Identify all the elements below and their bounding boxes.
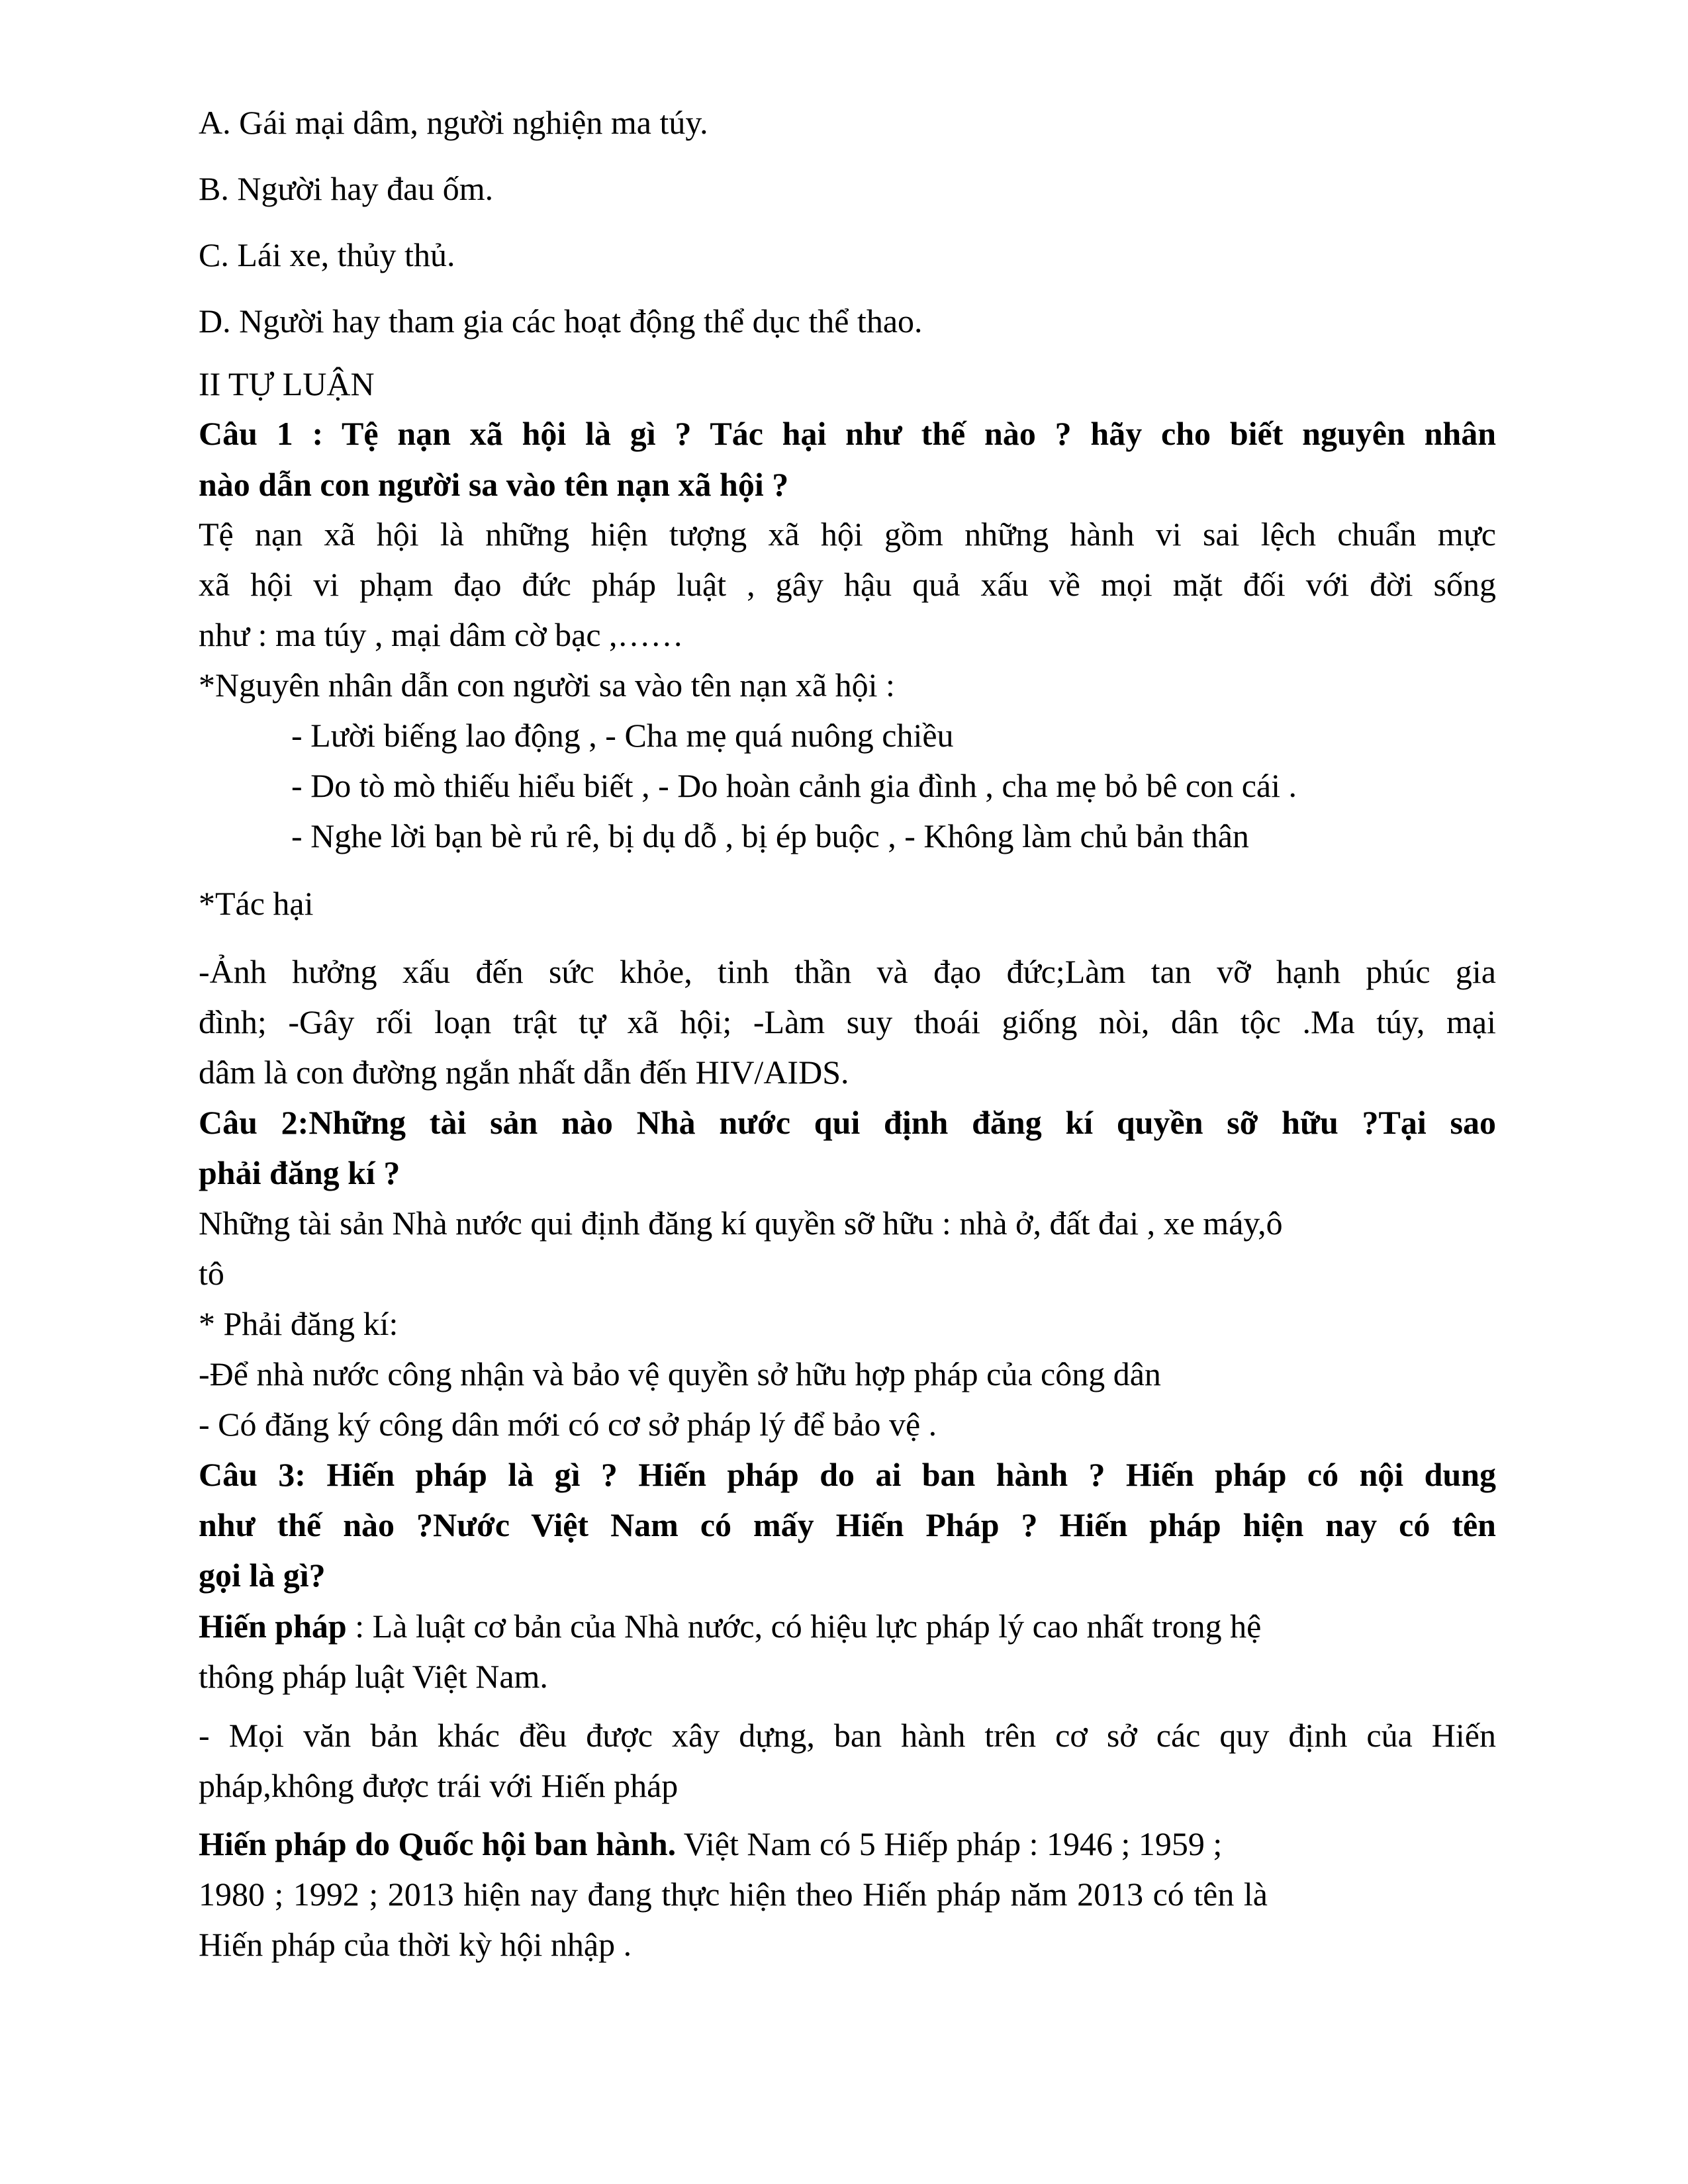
q3-question-line-2: như thế nào ?Nước Việt Nam có mấy Hiến Pháp ? Hiến pháp hiện nay có tên [199, 1506, 1496, 1543]
q3-last-line: Hiến pháp của thời kỳ hội nhập . [199, 1926, 632, 1963]
q2-question-line-1: Câu 2:Những tài sản nào Nhà nước qui định đăng kí quyền sỡ hữu ?Tại sao [199, 1104, 1496, 1141]
option-d: D. Người hay tham gia các hoạt động thể dục thể thao. [199, 302, 923, 340]
q3-note-line-1: - Mọi văn bản khác đều được xây dựng, ban hành trên cơ sở các quy định của Hiến [199, 1717, 1496, 1754]
q1-cause-2: - Do tò mò thiếu hiểu biết , - Do hoàn cảnh gia đình , cha mẹ bỏ bê con cái . [291, 767, 1297, 804]
q3-question-line-1: Câu 3: Hiến pháp là gì ? Hiến pháp do ai ban hành ? Hiến pháp có nội dung [199, 1456, 1496, 1493]
q2-reason-heading: * Phải đăng kí: [199, 1305, 399, 1342]
q1-harms-heading: *Tác hại [199, 885, 314, 922]
q3-definition-line-1 [199, 1606, 1496, 1646]
q3-question-line-3: gọi là gì? [199, 1557, 326, 1594]
q3-definition-text: : Là luật cơ bản của Nhà nước, có hiệu lực pháp lý cao nhất trong hệ [346, 1608, 1262, 1645]
q1-cause-3: - Nghe lời bạn bè rủ rê, bị dụ dỗ , bị ép buộc , - Không làm chủ bản thân [291, 817, 1249, 854]
q3-issuer-line [199, 1824, 1496, 1864]
q1-causes-heading: *Nguyên nhân dẫn con người sa vào tên nạn xã hội : [199, 666, 895, 704]
q2-answer-line-2: tô [199, 1255, 224, 1292]
q1-harms-line-3: dâm là con đường ngắn nhất dẫn đến HIV/AIDS. [199, 1054, 849, 1091]
q3-years-line: 1980 ; 1992 ; 2013 hiện nay đang thực hiện theo Hiến pháp năm 2013 có tên là [199, 1876, 1268, 1913]
option-a: A. Gái mại dâm, người nghiện ma túy. [199, 104, 708, 141]
section-title: II TỰ LUẬN [199, 365, 375, 402]
q1-definition-line-2: xã hội vi phạm đạo đức pháp luật , gây hậu quả xấu về mọi mặt đối với đời sống [199, 566, 1496, 603]
q1-cause-1: - Lười biếng lao động , - Cha mẹ quá nuông chiều [291, 717, 954, 754]
q3-definition-term: Hiến pháp [199, 1608, 347, 1645]
option-c: C. Lái xe, thủy thủ. [199, 236, 455, 273]
q1-harms-line-1: -Ảnh hưởng xấu đến sức khỏe, tinh thần và đạo đức;Làm tan vỡ hạnh phúc gia [199, 953, 1496, 990]
q1-question-line-2: nào dẫn con người sa vào tên nạn xã hội ? [199, 466, 789, 503]
q2-answer-line-1: Những tài sản Nhà nước qui định đăng kí quyền sỡ hữu : nhà ở, đất đai , xe máy,ô [199, 1205, 1283, 1242]
q2-reason-2: - Có đăng ký công dân mới có cơ sở pháp lý để bảo vệ . [199, 1406, 937, 1443]
q2-question-line-2: phải đăng kí ? [199, 1154, 400, 1191]
q2-reason-1: -Để nhà nước công nhận và bảo vệ quyền sở hữu hợp pháp của công dân [199, 1355, 1161, 1392]
q1-definition-line-3: như : ma túy , mại dâm cờ bạc ,…… [199, 616, 684, 653]
q1-question-line-1: Câu 1 : Tệ nạn xã hội là gì ? Tác hại như thế nào ? hãy cho biết nguyên nhân [199, 415, 1496, 452]
q3-note-line-2: pháp,không được trái với Hiến pháp [199, 1767, 679, 1804]
q3-issuer-bold: Hiến pháp do Quốc hội ban hành. [199, 1825, 677, 1862]
q3-definition-line-2: thông pháp luật Việt Nam. [199, 1658, 548, 1695]
option-b: B. Người hay đau ốm. [199, 170, 494, 207]
q3-issuer-text: Việt Nam có 5 Hiếp pháp : 1946 ; 1959 ; [676, 1825, 1223, 1862]
q1-harms-line-2: đình; -Gây rối loạn trật tự xã hội; -Làm suy thoái giống nòi, dân tộc .Ma túy, mại [199, 1003, 1496, 1040]
q1-definition-line-1: Tệ nạn xã hội là những hiện tượng xã hội gồm những hành vi sai lệch chuẩn mực [199, 516, 1496, 553]
